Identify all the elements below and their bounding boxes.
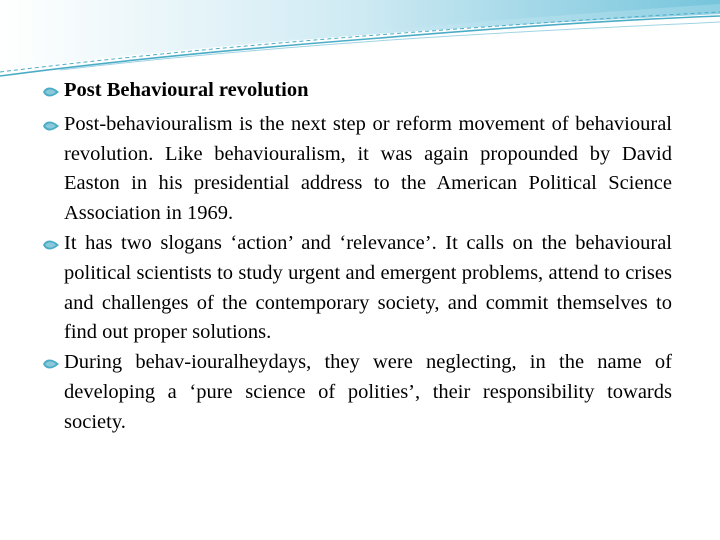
slide-content — [42, 76, 672, 438]
bullet-item — [42, 110, 672, 229]
teardrop-arrow-icon — [42, 357, 60, 371]
teardrop-arrow-icon — [42, 119, 60, 133]
slide-title — [42, 76, 672, 106]
bullet-text: It has two slogans ‘action’ and ‘relevance’. It calls on the behavioural political scientists to study urgent and emergent problems, attend to crises and challenges of the contemporary society, and commit themselves to find out proper solutions. — [64, 231, 672, 344]
teardrop-arrow-icon — [42, 85, 60, 99]
bullet-item — [42, 229, 672, 348]
bullet-text: Post-behaviouralism is the next step or reform movement of behavioural revolution. Like behaviouralism, it was again propounded by David Easton in his presidential address to the American Political Science Association in 1969. — [64, 112, 672, 225]
bullet-text: During behav-iouralheydays, they were neglecting, in the name of developing a ‘pure science of polities’, their responsibility towards society. — [64, 351, 672, 433]
bullet-item — [42, 348, 672, 437]
teardrop-arrow-icon — [42, 238, 60, 252]
slide-title-text: Post Behavioural revolution — [64, 79, 309, 101]
